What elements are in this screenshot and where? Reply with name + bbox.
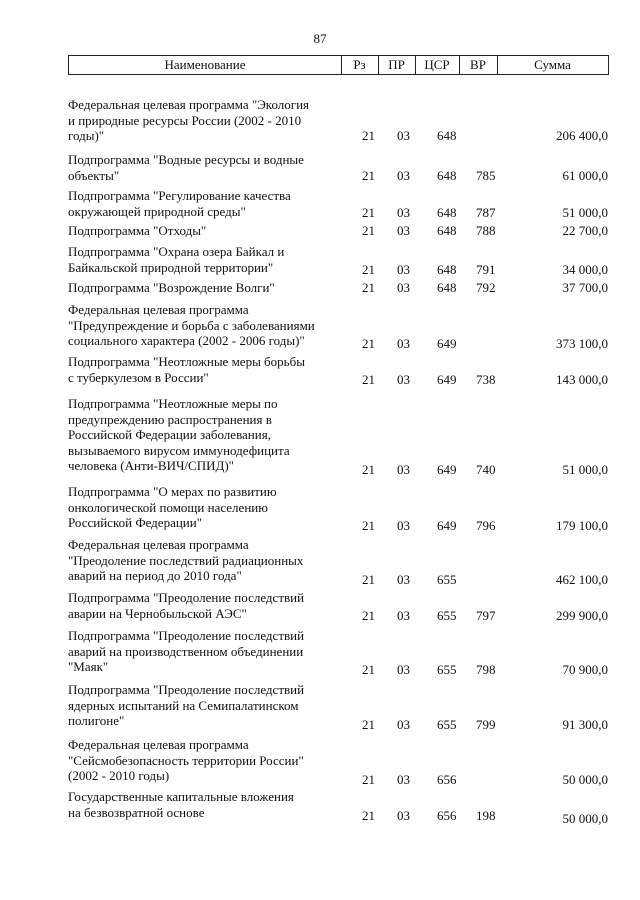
row-csr: 649 xyxy=(437,336,457,351)
row-pr: 03 xyxy=(397,772,410,787)
row-pr: 03 xyxy=(397,262,410,277)
row-sum: 299 900,0 xyxy=(556,608,608,623)
row-name: Подпрограмма "Возрождение Волги" xyxy=(68,280,275,295)
row-pr: 03 xyxy=(397,462,410,477)
row-sum: 206 400,0 xyxy=(556,128,608,143)
row-name: Федеральная целевая программа "Предупреждение и борьба с заболеваниями социального характера (2002 - 2006 годы)" xyxy=(68,302,315,349)
row-sum: 143 000,0 xyxy=(556,372,608,387)
row-pr: 03 xyxy=(397,662,410,677)
row-csr: 649 xyxy=(437,518,457,533)
row-sum: 37 700,0 xyxy=(562,280,608,295)
header-csr: ЦСР xyxy=(415,56,460,74)
row-csr: 649 xyxy=(437,462,457,477)
row-pr: 03 xyxy=(397,608,410,623)
row-sum: 34 000,0 xyxy=(562,262,608,277)
row-rz: 21 xyxy=(362,372,375,387)
row-rz: 21 xyxy=(362,518,375,533)
row-sum: 50 000,0 xyxy=(562,772,608,787)
row-name: Подпрограмма "Преодоление последствий аварии на Чернобыльской АЭС" xyxy=(68,590,305,621)
row-sum: 462 100,0 xyxy=(556,572,608,587)
page-number: 87 xyxy=(313,31,327,46)
row-rz: 21 xyxy=(362,608,375,623)
row-pr: 03 xyxy=(397,336,410,351)
row-name: Подпрограмма "Преодоление последствий ядерных испытаний на Семипалатинском полигоне" xyxy=(68,682,305,729)
row-csr: 648 xyxy=(437,223,457,238)
row-sum: 373 100,0 xyxy=(556,336,608,351)
row-sum: 61 000,0 xyxy=(562,168,608,183)
row-pr: 03 xyxy=(397,717,410,732)
row-rz: 21 xyxy=(362,462,375,477)
row-rz: 21 xyxy=(362,572,375,587)
row-rz: 21 xyxy=(362,772,375,787)
row-csr: 655 xyxy=(437,662,457,677)
row-csr: 656 xyxy=(437,808,457,823)
row-csr: 648 xyxy=(437,280,457,295)
row-vr: 738 xyxy=(476,372,496,387)
row-pr: 03 xyxy=(397,518,410,533)
row-rz: 21 xyxy=(362,336,375,351)
row-csr: 655 xyxy=(437,717,457,732)
row-sum: 91 300,0 xyxy=(562,717,608,732)
row-pr: 03 xyxy=(397,372,410,387)
row-name: Подпрограмма "Преодоление последствий аварий на производственном объединении "Маяк" xyxy=(68,628,305,675)
row-sum: 51 000,0 xyxy=(562,205,608,220)
header-rz: Рз xyxy=(341,56,379,74)
row-csr: 648 xyxy=(437,205,457,220)
row-sum: 22 700,0 xyxy=(562,223,608,238)
row-vr: 788 xyxy=(476,223,496,238)
row-name: Подпрограмма "Неотложные меры борьбы с туберкулезом в России" xyxy=(68,354,305,385)
table-header xyxy=(68,55,609,75)
row-sum: 51 000,0 xyxy=(562,462,608,477)
row-csr: 655 xyxy=(437,608,457,623)
row-csr: 655 xyxy=(437,572,457,587)
row-pr: 03 xyxy=(397,128,410,143)
row-rz: 21 xyxy=(362,808,375,823)
row-vr: 198 xyxy=(476,808,496,823)
row-name: Подпрограмма "Водные ресурсы и водные объекты" xyxy=(68,152,304,183)
header-sum: Сумма xyxy=(534,57,571,72)
row-pr: 03 xyxy=(397,205,410,220)
row-name: Подпрограмма "Неотложные меры по предупреждению распространения в Российской Федерации заболевания, вызываемого вирусом иммунодефицита человека (Анти-ВИЧ/СПИД)" xyxy=(68,396,290,474)
row-vr: 796 xyxy=(476,518,496,533)
row-csr: 649 xyxy=(437,372,457,387)
row-rz: 21 xyxy=(362,717,375,732)
row-rz: 21 xyxy=(362,223,375,238)
row-vr: 787 xyxy=(476,205,496,220)
row-name: Государственные капитальные вложения на безвозвратной основе xyxy=(68,789,294,820)
row-name: Подпрограмма "Отходы" xyxy=(68,223,207,238)
row-rz: 21 xyxy=(362,128,375,143)
row-name: Подпрограмма "О мерах по развитию онкологической помощи населению Российской Федерации" xyxy=(68,484,277,531)
row-csr: 648 xyxy=(437,128,457,143)
row-name: Федеральная целевая программа "Сейсмобезопасность территории России" (2002 - 2010 годы) xyxy=(68,737,304,784)
header-vr: ВР xyxy=(459,56,498,74)
row-csr: 648 xyxy=(437,262,457,277)
row-sum: 179 100,0 xyxy=(556,518,608,533)
row-pr: 03 xyxy=(397,808,410,823)
row-name: Федеральная целевая программа "Экология и природные ресурсы России (2002 - 2010 годы)" xyxy=(68,97,310,144)
row-name: Подпрограмма "Регулирование качества окружающей природной среды" xyxy=(68,188,291,219)
row-pr: 03 xyxy=(397,280,410,295)
row-rz: 21 xyxy=(362,662,375,677)
row-vr: 799 xyxy=(476,717,496,732)
row-csr: 656 xyxy=(437,772,457,787)
row-rz: 21 xyxy=(362,205,375,220)
row-vr: 740 xyxy=(476,462,496,477)
row-rz: 21 xyxy=(362,262,375,277)
row-rz: 21 xyxy=(362,168,375,183)
row-name: Федеральная целевая программа "Преодоление последствий радиационных аварий на период до 2010 года" xyxy=(68,537,304,584)
row-vr: 798 xyxy=(476,662,496,677)
row-pr: 03 xyxy=(397,223,410,238)
row-vr: 785 xyxy=(476,168,496,183)
header-pr: ПР xyxy=(378,56,416,74)
row-pr: 03 xyxy=(397,572,410,587)
row-csr: 648 xyxy=(437,168,457,183)
row-sum: 50 000,0 xyxy=(562,811,608,826)
row-pr: 03 xyxy=(397,168,410,183)
row-vr: 797 xyxy=(476,608,496,623)
row-vr: 792 xyxy=(476,280,496,295)
row-name: Подпрограмма "Охрана озера Байкал и Байкальской природной территории" xyxy=(68,244,285,275)
header-name: Наименование xyxy=(69,56,342,74)
row-rz: 21 xyxy=(362,280,375,295)
row-sum: 70 900,0 xyxy=(562,662,608,677)
row-vr: 791 xyxy=(476,262,496,277)
